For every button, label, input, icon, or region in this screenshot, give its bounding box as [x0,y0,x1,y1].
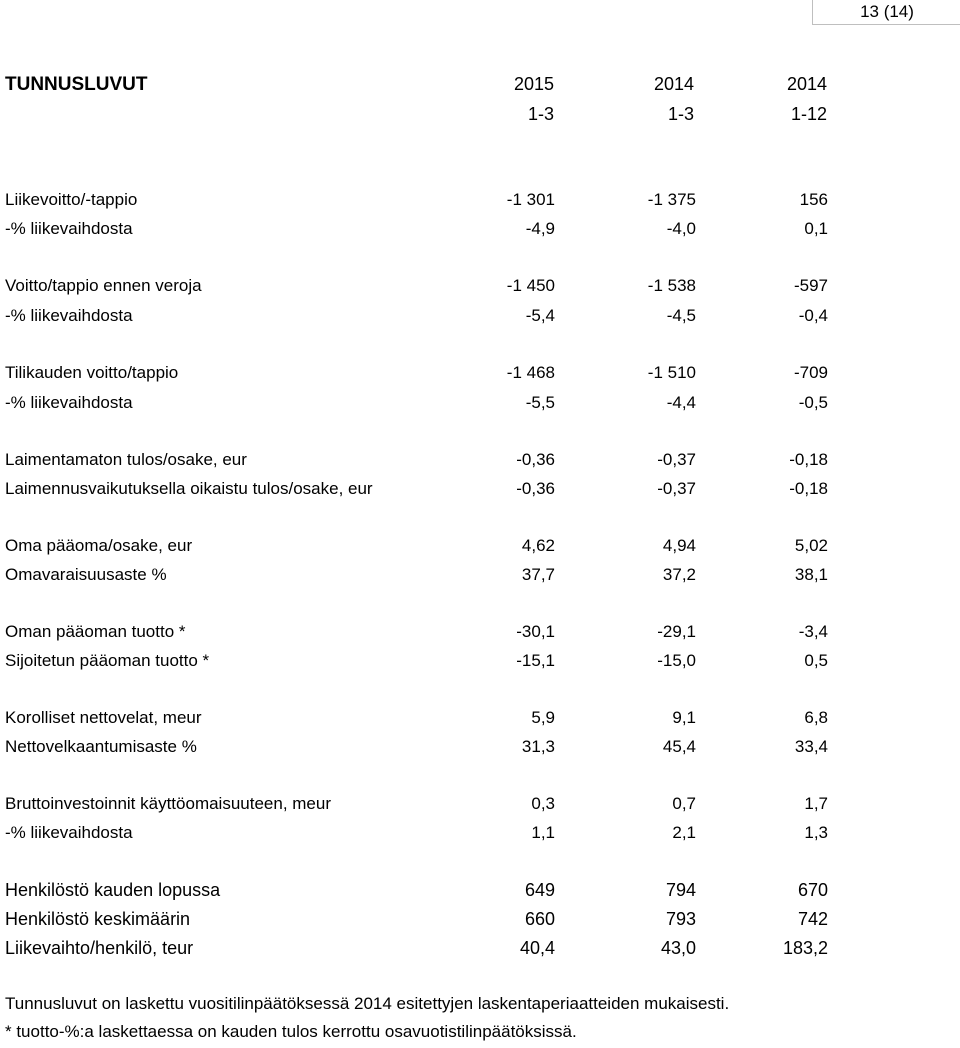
column-header-period: 1-3 [667,104,694,124]
column-header-year: 2014 [653,74,694,94]
footnote: Tunnusluvut on laskettu vuositilinpäätöksessä 2014 esitettyjen laskentaperiaatteiden mukaisesti. [5,994,730,1013]
row-label: Liikevoitto/-tappio [5,190,138,209]
row-value: -15,1 [516,651,555,670]
row-value: 37,2 [662,565,696,584]
table-row [0,823,960,847]
row-label: Oma pääoma/osake, eur [5,536,193,555]
row-value: 794 [665,880,696,900]
row-value: 183,2 [782,938,828,958]
row-value: -29,1 [657,622,696,641]
row-value: 742 [797,909,828,929]
row-value: 33,4 [794,737,828,756]
table-row [0,880,960,904]
row-value: 1,3 [804,823,828,842]
row-value: -709 [793,363,828,382]
row-value: -0,18 [789,479,828,498]
row-value: 649 [524,880,555,900]
row-label: Oman pääoman tuotto * [5,622,186,641]
table-row [0,565,960,589]
row-label: Korolliset nettovelat, meur [5,708,202,727]
table-row [0,363,960,387]
row-label: Laimennusvaikutuksella oikaistu tulos/osake, eur [5,479,373,498]
row-label: -% liikevaihdosta [5,393,133,412]
row-value: 9,1 [672,708,696,727]
column-header-year: 2015 [513,74,554,94]
row-value: -4,0 [666,219,696,238]
row-value: -3,4 [798,622,828,641]
column-header-period: 1-3 [527,104,554,124]
row-value: 43,0 [660,938,696,958]
table-row [0,479,960,503]
row-value: -1 510 [647,363,696,382]
row-value: 6,8 [804,708,828,727]
row-label: Henkilöstö kauden lopussa [5,880,221,900]
row-label: Liikevaihto/henkilö, teur [5,938,194,958]
row-value: -4,5 [666,306,696,325]
column-header-year: 2014 [786,74,827,94]
row-value: -5,4 [525,306,555,325]
table-row [0,276,960,300]
row-value: -0,18 [789,450,828,469]
table-row [0,622,960,646]
column-header-period: 1-12 [790,104,827,124]
row-value: -30,1 [516,622,555,641]
row-label: Nettovelkaantumisaste % [5,737,197,756]
row-value: -0,37 [657,450,696,469]
row-value: -0,36 [516,450,555,469]
row-value: -1 468 [506,363,555,382]
row-value: -4,4 [666,393,696,412]
row-value: -1 375 [647,190,696,209]
row-value: 4,62 [521,536,555,555]
table-row [0,536,960,560]
row-label: -% liikevaihdosta [5,306,133,325]
row-value: -1 538 [647,276,696,295]
row-value: -4,9 [525,219,555,238]
row-label: Voitto/tappio ennen veroja [5,276,202,295]
table-row [0,306,960,330]
row-value: 37,7 [521,565,555,584]
page-number: 13 (14) [812,0,960,25]
table-row [0,190,960,214]
row-label: Henkilöstö keskimäärin [5,909,191,929]
row-label: Laimentamaton tulos/osake, eur [5,450,247,469]
row-value: -15,0 [657,651,696,670]
table-row [0,737,960,761]
row-value: 793 [665,909,696,929]
row-value: 40,4 [519,938,555,958]
row-value: 0,7 [672,794,696,813]
row-label: -% liikevaihdosta [5,219,133,238]
table-row [0,938,960,962]
table-row [0,651,960,675]
page-title: TUNNUSLUVUT [5,74,148,95]
row-value: 31,3 [521,737,555,756]
row-value: 0,3 [531,794,555,813]
row-value: -1 301 [506,190,555,209]
row-label: Omavaraisuusaste % [5,565,167,584]
row-label: -% liikevaihdosta [5,823,133,842]
row-value: 0,1 [804,219,828,238]
table-row [0,794,960,818]
row-value: 1,7 [804,794,828,813]
row-value: -0,36 [516,479,555,498]
row-value: 660 [524,909,555,929]
table-row [0,909,960,933]
table-row [0,393,960,417]
table-row [0,708,960,732]
row-label: Sijoitetun pääoman tuotto * [5,651,210,670]
row-value: 38,1 [794,565,828,584]
row-value: -0,5 [798,393,828,412]
row-value: -0,37 [657,479,696,498]
row-value: 2,1 [672,823,696,842]
row-value: 4,94 [662,536,696,555]
row-value: 45,4 [662,737,696,756]
row-value: 5,9 [531,708,555,727]
row-value: 0,5 [804,651,828,670]
row-value: -1 450 [506,276,555,295]
row-value: 670 [797,880,828,900]
row-label: Bruttoinvestoinnit käyttöomaisuuteen, meur [5,794,332,813]
footnote: * tuotto-%:a laskettaessa on kauden tulos kerrottu osavuotistilinpäätöksissä. [5,1022,577,1041]
row-value: -597 [793,276,828,295]
table-row [0,219,960,243]
row-value: -5,5 [525,393,555,412]
row-value: 1,1 [531,823,555,842]
row-value: 5,02 [794,536,828,555]
row-value: -0,4 [798,306,828,325]
table-row [0,450,960,474]
row-label: Tilikauden voitto/tappio [5,363,179,382]
row-value: 156 [799,190,828,209]
